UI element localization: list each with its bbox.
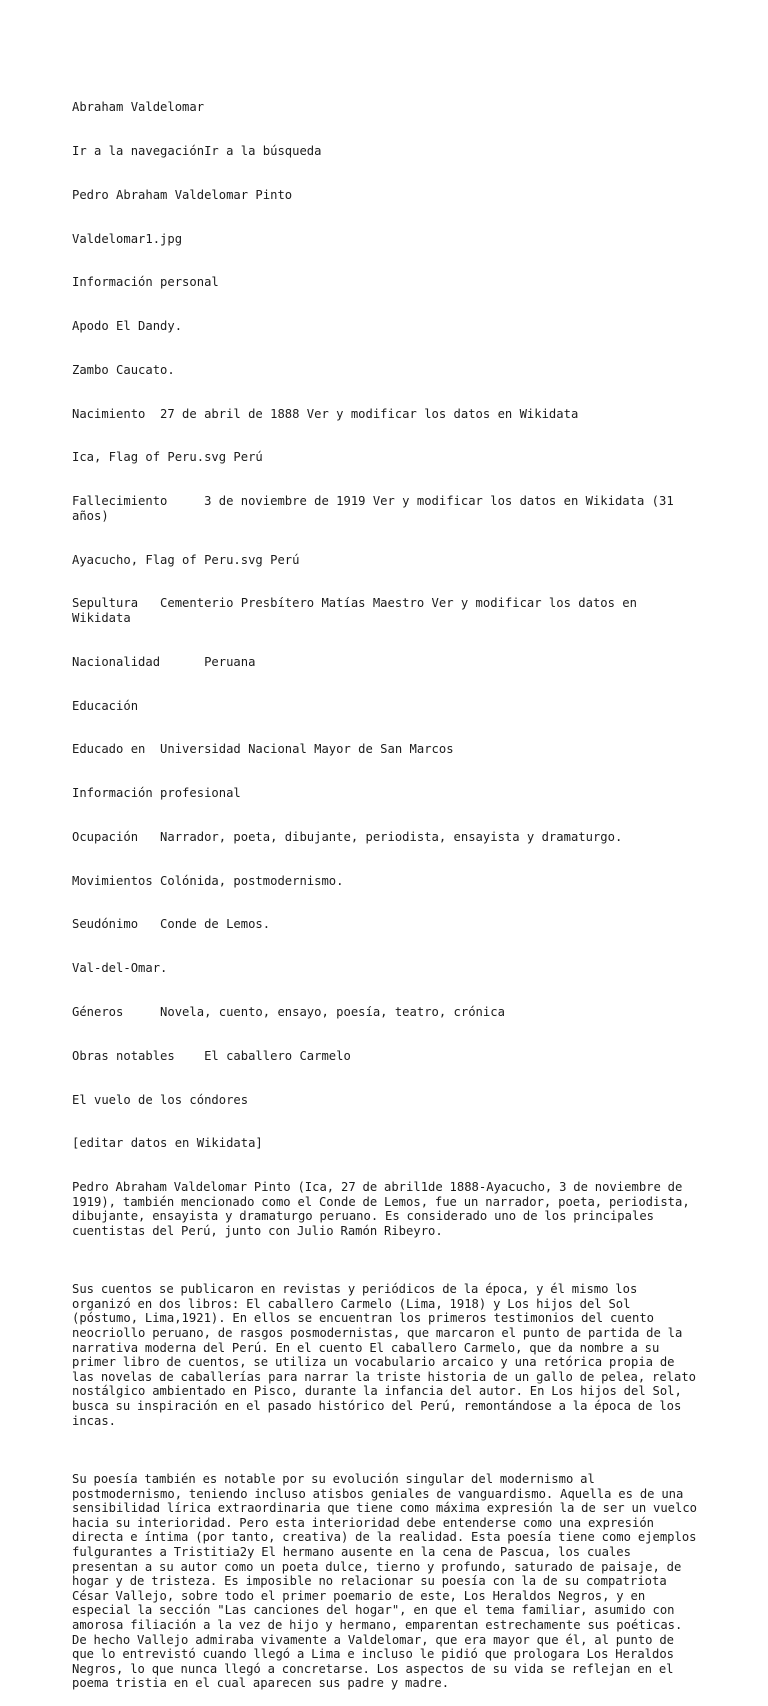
infobox-row-ocupacion: Ocupación Narrador, poeta, dibujante, periodista, ensayista y dramaturgo. xyxy=(72,829,623,844)
infobox-row-fallecimiento-place: Ayacucho, Flag of Peru.svg Perú xyxy=(72,552,300,567)
infobox-row-seudonimo-continued: Val-del-Omar. xyxy=(72,961,168,976)
infobox-row-nacionalidad: Nacionalidad Peruana xyxy=(72,654,256,669)
infobox-row-movimientos: Movimientos Colónida, postmodernismo. xyxy=(72,873,344,888)
infobox-row-obras-continued: El vuelo de los cóndores xyxy=(72,1092,249,1107)
infobox-row-educado-en: Educado en Universidad Nacional Mayor de San Marcos xyxy=(72,742,454,757)
infobox-row-nacimiento: Nacimiento 27 de abril de 1888 Ver y modificar los datos en Wikidata xyxy=(72,406,579,421)
infobox-row-seudonimo: Seudónimo Conde de Lemos. xyxy=(72,917,271,932)
infobox-row-obras: Obras notables El caballero Carmelo xyxy=(72,1048,351,1063)
body-paragraph-intro: Pedro Abraham Valdelomar Pinto (Ica, 27 de abril1de 1888-Ayacucho, 3 de noviembre de 1919), también mencionado como el Conde de Lemos, fue un narrador, poeta, periodista, dibujante, ensayista y dramaturgo peruano. Es considerado uno de los principales cuentistas del Perú, junto con Julio Ramón Ribeyro. xyxy=(72,1180,690,1238)
infobox-image-filename: Valdelomar1.jpg xyxy=(72,231,183,246)
document-page xyxy=(72,71,700,1706)
professional-info-heading: Información profesional xyxy=(72,786,241,801)
infobox-full-name: Pedro Abraham Valdelomar Pinto xyxy=(72,187,293,202)
infobox-row-nacimiento-place: Ica, Flag of Peru.svg Perú xyxy=(72,450,263,465)
education-heading: Educación xyxy=(72,698,139,713)
infobox-row-fallecimiento: Fallecimiento 3 de noviembre de 1919 Ver y modificar los datos en Wikidata (31 años) xyxy=(72,494,682,523)
infobox-row-generos: Géneros Novela, cuento, ensayo, poesía, teatro, crónica xyxy=(72,1005,505,1019)
page-title: Abraham Valdelomar xyxy=(72,100,205,115)
infobox-row-apodo-continued: Zambo Caucato. xyxy=(72,362,175,377)
personal-info-heading: Información personal xyxy=(72,275,219,290)
infobox-row-apodo: Apodo El Dandy. xyxy=(72,319,183,334)
infobox-row-sepultura: Sepultura Cementerio Presbítero Matías Maestro Ver y modificar los datos en Wikidata xyxy=(72,596,645,625)
body-paragraph-poetry: Su poesía también es notable por su evolución singular del modernismo al postmodernismo, teniendo incluso atisbos geniales de vanguardismo. Aquella es de una sensibilidad lírica extraordinaria que tiene como máxima expresión la de ser un vuelco hacia su interioridad. Pero esta interioridad debe entenderse como una expresión directa e íntima (por tanto, creativa) de la realidad. Esta poesía tiene como ejemplos fulgurantes a Tristitia2y El hermano ausente en la cena de Pascua, los cuales presentan a su autor como un poeta dulce, tierno y profundo, saturado de paisaje, de hogar y de tristeza. Es imposible no relacionar su poesía con la de su compatriota César Vallejo, sobre todo el primer poemario de este, Los Heraldos Negros, y en especial la sección "Las canciones del hogar", en que el tema familiar, asumido con amorosa filiación a la vez de hijo y hermano, emparentan estrechamente sus poéticas. De hecho Vallejo admiraba vivamente a Valdelomar, que era mayor que él, al punto de que lo entrevistó cuando llegó a Lima e incluso le pidió que prologara Los Heraldos Negros, lo que nunca llegó a concretarse. Los aspectos de su vida se reflejan en el poema tristia en el cual aparecen sus padre y madre. xyxy=(72,1472,698,1691)
skip-links[interactable]: Ir a la navegaciónIr a la búsqueda xyxy=(72,143,322,158)
body-paragraph-stories: Sus cuentos se publicaron en revistas y periódicos de la época, y él mismo los organizó en dos libros: El caballero Carmelo (Lima, 1918) y Los hijos del Sol (póstumo, Lima,1921). En ellos se encuentran los primeros testimonios del cuento neocriollo peruano, de rasgos posmodernistas, que marcaron el punto de partida de la narrativa moderna del Perú. En el cuento El caballero Carmelo, que da nombre a su primer libro de cuentos, se utiliza un vocabulario arcaico y una retórica propia de las novelas de caballerías para narrar la triste historia de un gallo de pelea, relato nostálgico ambientado en Pisco, durante la infancia del autor. En Los hijos del Sol, busca su inspiración en el pasado histórico del Perú, remontándose a la época de los incas. xyxy=(72,1282,697,1428)
edit-wikidata-link[interactable]: [editar datos en Wikidata] xyxy=(72,1136,263,1151)
